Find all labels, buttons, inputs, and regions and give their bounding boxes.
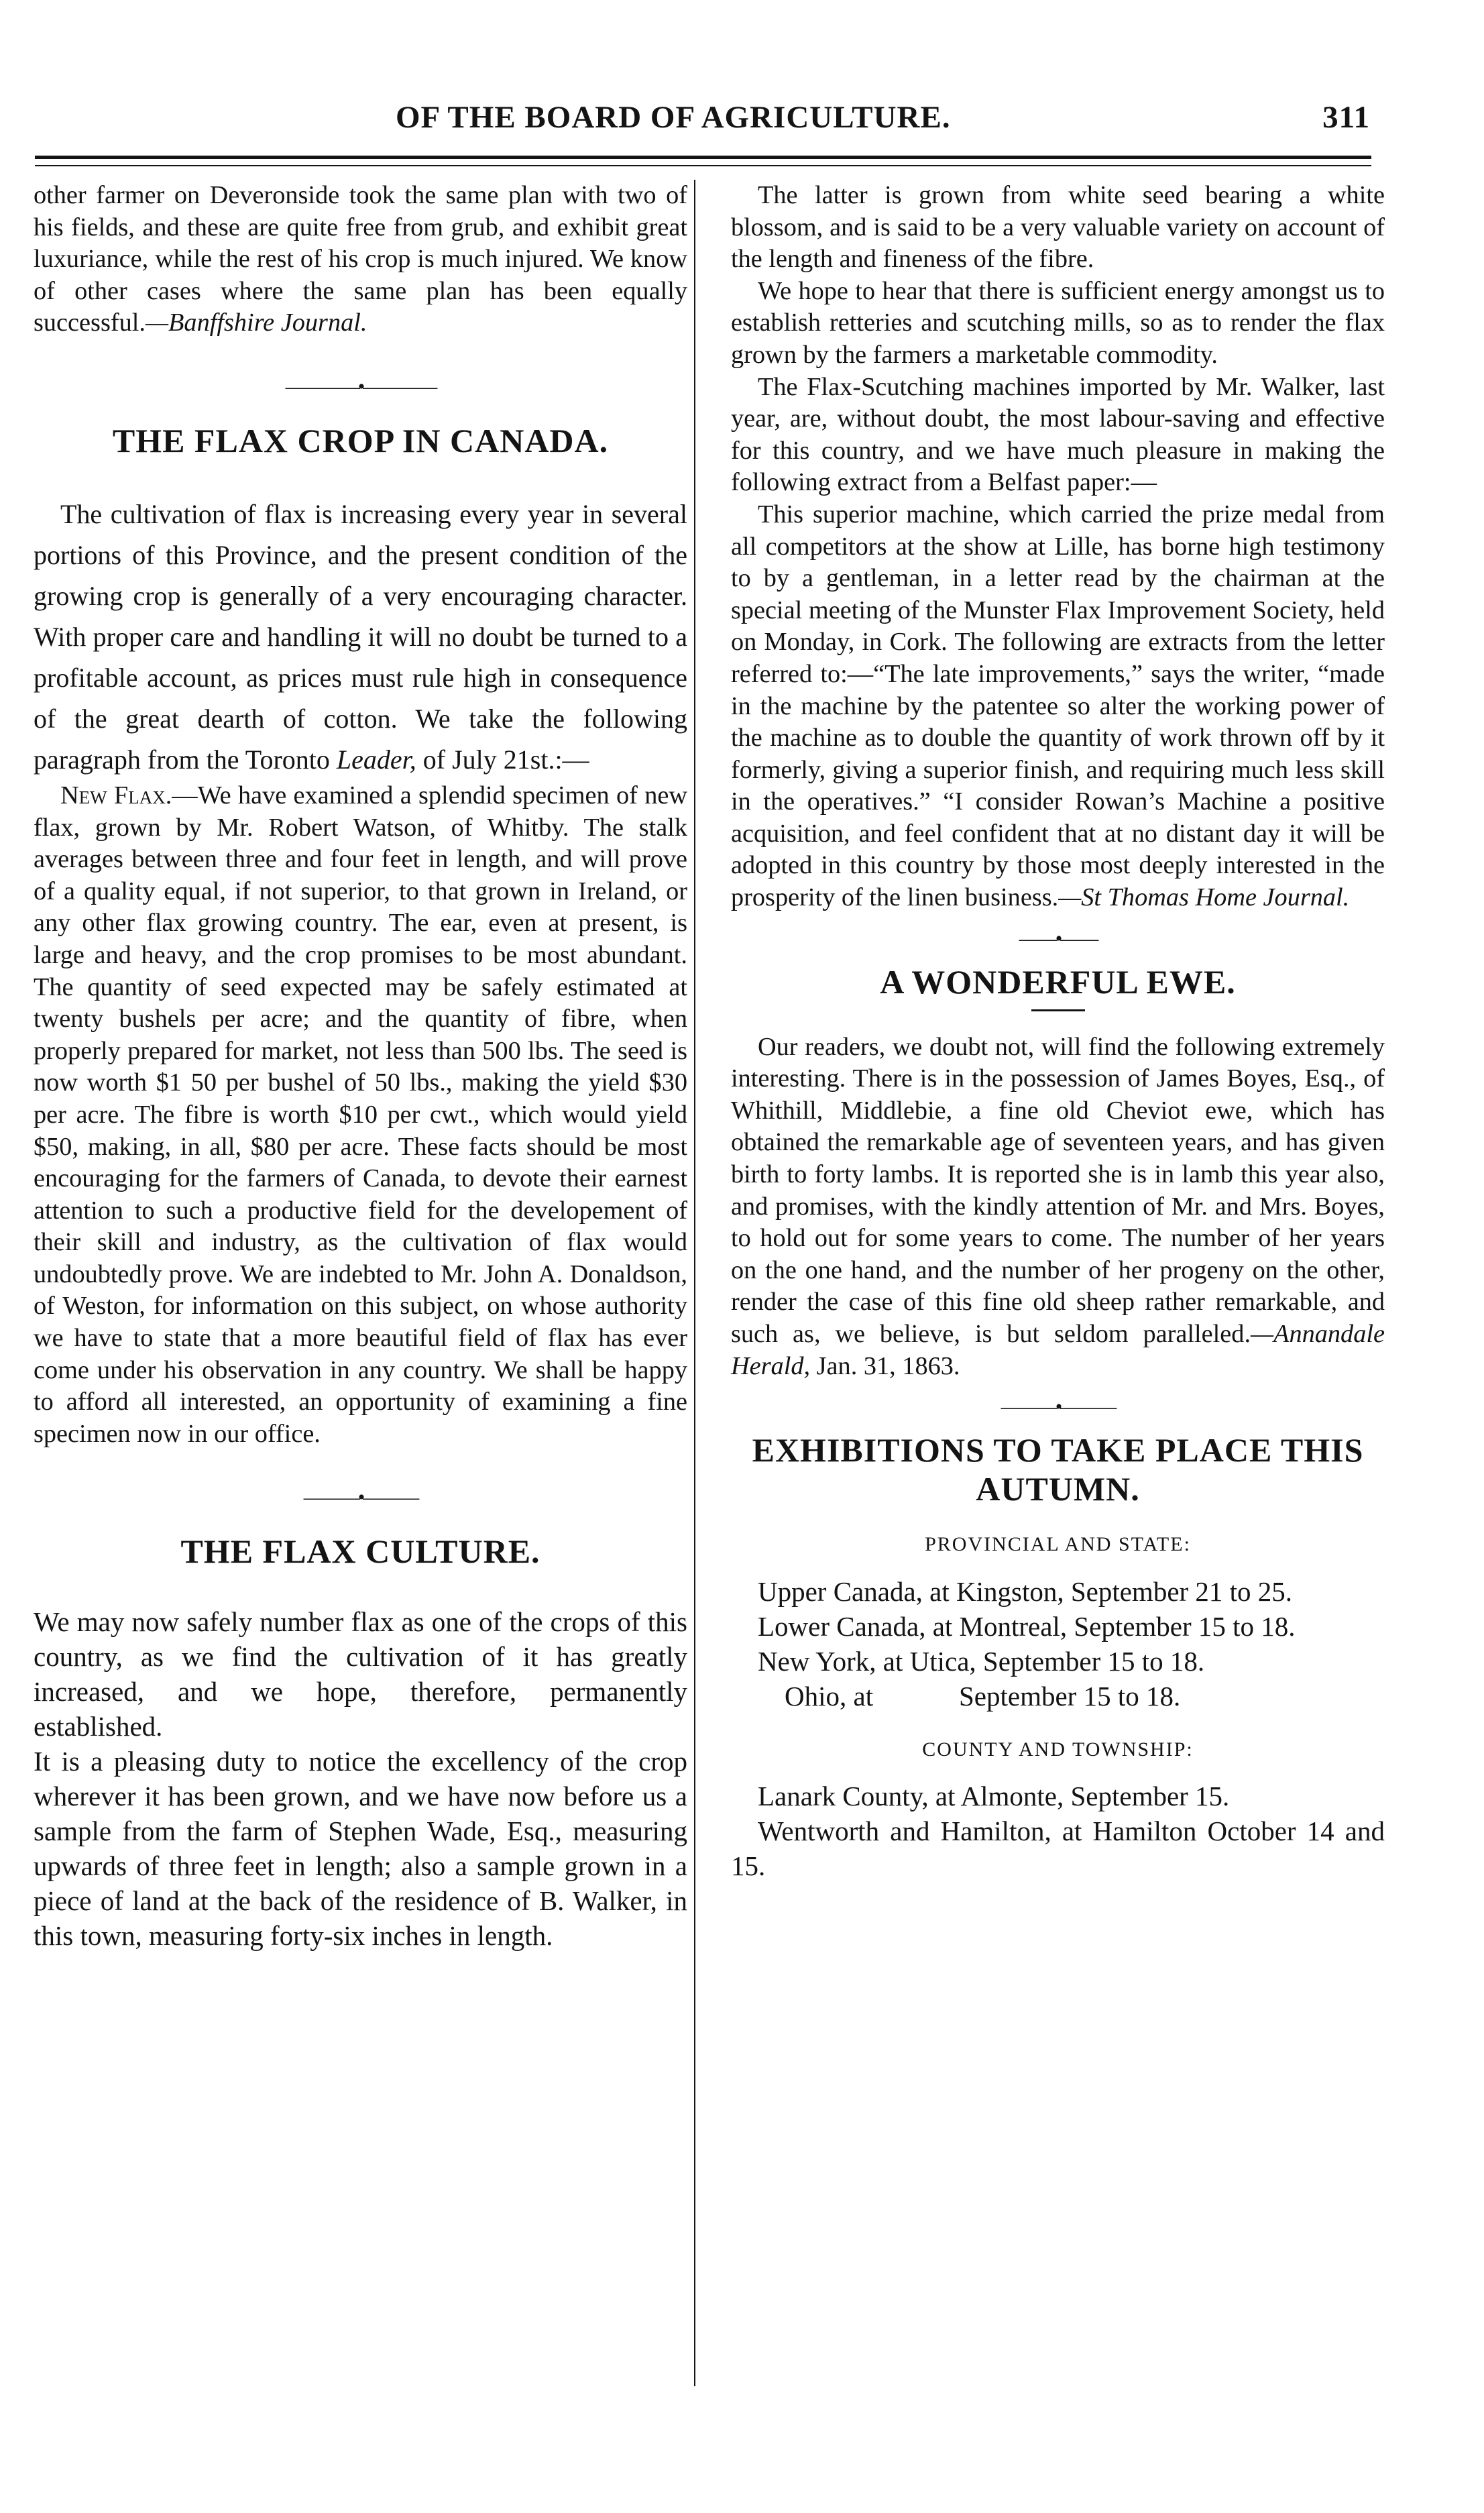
paragraph-text: —We have examined a splendid specimen of new flax, grown by Mr. Robert Watson, of Whitby. The stalk averages between three and four feet in length, and will prove of a quality equal, if not superior, to that grown in Ireland, or any other flax growing country. The ear, even at present, is large and heavy, and the crop promises to be most abundant. The quantity of seed expected may be safely estimated at twenty bushels per acre; and the quantity of fibre, when properly prepared for market, not less than 500 lbs. The seed is now worth $1 50 per bushel of 50 lbs., making the yield $30 per acre. The fibre is worth $10 per cwt., which would yield $50, making, in all, $80 per acre. These facts should be most encouraging for the farmers of Canada, to devote their earnest attention to such a productive field for the developement of their skill and industry, as the cultivation of flax would undoubtedly prove. We are indebted to Mr. John A. Donaldson, of Weston, for information on this subject, on whose authority we have to state that a more beautiful field of flax has ever come under his observation in any country. We shall be happy to afford all interested, an opportunity of examining a fine specimen now in our office. <box>34 781 687 1448</box>
paragraph-text: The cultivation of flax is increasing every year in several portions of this Province, and the present condition of the growing crop is generally of a very encouraging character. With proper care and handling it will no doubt be turned to a profitable account, as prices must rule high in consequence of the great dearth of cotton. We take the following paragraph from the Toronto <box>34 498 687 775</box>
paragraph-text: of July 21st.:— <box>422 744 589 775</box>
quoted-paragraph <box>34 780 687 1450</box>
newspaper-name: Leader, <box>336 744 416 775</box>
paragraph-text: Our readers, we doubt not, will find the following extremely interesting. There is in the possession of James Boyes, Esq., of Whithill, Middlebie, a fine old Cheviot ewe, which has obtained the remarkable age of seventeen years, and has given birth to forty lambs. It is reported she is in lamb this year also, and promises, with the kindly attention of Mr. and Mrs. Boyes, to hold out for some years to come. The number of her years on the one hand, and the number of her progeny on the other, render the case of this fine old sheep rather remarkable, and such as, we believe, is but seldom paralleled. <box>731 1032 1385 1348</box>
exhibition-date: September 15 to 18. <box>959 1680 1181 1712</box>
exhibition-entry <box>731 1679 1385 1714</box>
exhibition-entry: Upper Canada, at Kingston, September 21 to 25. <box>758 1575 1293 1607</box>
article-paragraph: We may now safely number flax as one of the crops of this country, as we find the cultivation of it has greatly increased, and we hope, therefore, permanently established. <box>34 1606 687 1742</box>
section-separator: ———•——— <box>303 1486 418 1509</box>
lead-in-label: New Flax. <box>60 781 172 809</box>
subheading-county: COUNTY AND TOWNSHIP: <box>922 1738 1194 1761</box>
section-separator: ——•—— <box>1019 927 1097 950</box>
intro-paragraph <box>34 180 687 339</box>
article-heading-flax-canada: THE FLAX CROP IN CANADA. <box>112 421 609 459</box>
page-number: 311 <box>1322 100 1370 135</box>
intro-text: other farmer on Deveronside took the same plan with two of his fields, and these are quite free from grub, and exhibit great luxuriance, while the rest of his crop is much injured. We know of other cases where the same plan has been equally successful. <box>34 181 687 337</box>
exhibition-entry: Wentworth and Hamilton, at Hamilton October 14 and 15. <box>731 1816 1385 1882</box>
article-heading-exhibitions: EXHIBITIONS TO TAKE PLACE THIS AUTUMN. <box>752 1431 1364 1508</box>
quoted-paragraph <box>731 499 1385 914</box>
running-header-title: OF THE BOARD OF AGRICULTURE. <box>396 100 951 135</box>
quote-source: —Annandale Herald, <box>731 1320 1385 1380</box>
article-heading-wonderful-ewe: A WONDERFUL EWE. <box>880 962 1236 1001</box>
section-separator: ————•———— <box>285 375 436 398</box>
paragraph-text: This superior machine, which carried the prize medal from all competitors at the show at Lille, has borne high testimony to by a gentleman, in a letter read by the chairman at the special meeting of the Munster Flax Improvement Society, held on Monday, in Cork. The following are extracts from the letter referred to:—“The late improvements,” says the writer, “made in the machine by the patentee so alter the working power of the machine as to double the quantity of work thrown off by it formerly, giving a superior finish, and requiring much less skill in the operatives.” “I consider Rowan’s Machine a positive acquisition, and feel confident that at no distant day it will be adopted in this country by those most deeply interested in the prosperity of the linen business. <box>731 500 1385 912</box>
article-paragraph: The latter is grown from white seed bearing a white blossom, and is said to be a very valuable variety on account of the length and fineness of the fibre. <box>731 181 1385 274</box>
header-rule-thick <box>35 156 1371 159</box>
header-rule-thin <box>35 165 1371 166</box>
article-paragraph: It is a pleasing duty to notice the excellency of the crop wherever it has been grown, and we have now before us a sample from the farm of Stephen Wade, Esq., measuring upwards of three feet in length; also a sample grown in a piece of land at the back of the residence of B. Walker, in this town, measuring forty-six inches in length. <box>34 1746 687 1952</box>
section-separator: ———•——— <box>1001 1396 1115 1418</box>
quote-source: —St Thomas Home Journal. <box>1058 883 1350 912</box>
exhibition-entry: New York, at Utica, September 15 to 18. <box>758 1645 1205 1677</box>
column-divider <box>694 180 695 2386</box>
article-paragraph: The Flax-Scutching machines imported by Mr. Walker, last year, are, without doubt, the most labour-saving and effective for this country, and we have much pleasure in making the following extract from a Belfast paper:— <box>731 372 1385 497</box>
subheading-provincial: PROVINCIAL AND STATE: <box>925 1533 1191 1556</box>
left-column <box>34 180 687 1953</box>
article-paragraph: We hope to hear that there is sufficient energy amongst us to establish retteries and scutching mills, so as to render the flax grown by the farmers a marketable commodity. <box>731 276 1385 369</box>
exhibition-place: Ohio, at <box>785 1680 874 1712</box>
exhibition-entry: Lower Canada, at Montreal, September 15 to 18. <box>758 1610 1296 1642</box>
running-header <box>396 99 1370 139</box>
intro-source: —Banffshire Journal. <box>145 309 367 337</box>
exhibition-entry: Lanark County, at Almonte, September 15. <box>758 1781 1230 1812</box>
heading-underline <box>1031 1009 1085 1011</box>
right-column <box>731 180 1385 1883</box>
article-paragraph <box>731 1031 1385 1383</box>
article-paragraph <box>34 494 687 780</box>
source-date: Jan. 31, 1863. <box>816 1351 960 1380</box>
article-heading-flax-culture: THE FLAX CULTURE. <box>180 1532 540 1571</box>
